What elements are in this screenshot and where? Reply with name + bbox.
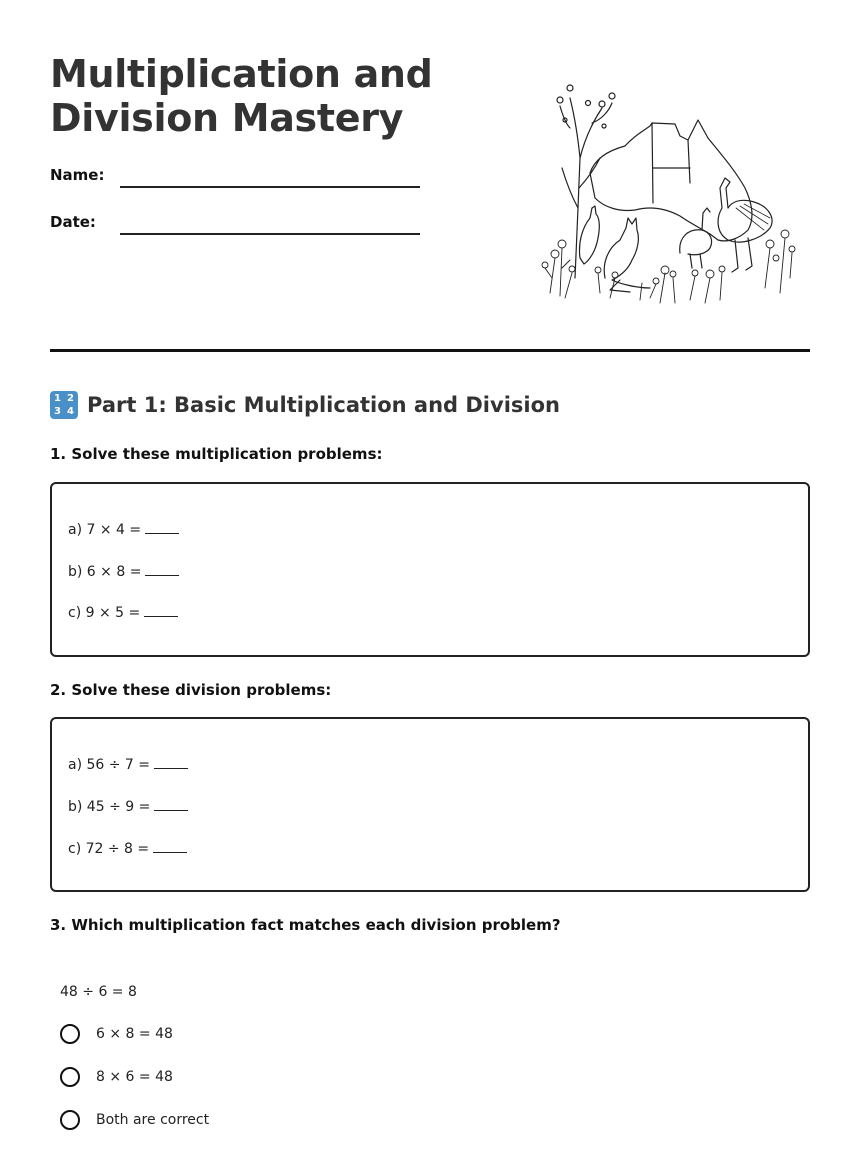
keycap-digit: 3 [54, 406, 61, 417]
answer-blank[interactable] [145, 521, 179, 534]
section-divider [50, 349, 810, 352]
question-1-label: 1. Solve these multiplication problems: [50, 445, 383, 463]
option-label: Both are correct [96, 1112, 210, 1128]
australia-wildlife-illustration [540, 78, 800, 308]
radio-button[interactable] [60, 1110, 80, 1130]
problem-text: c) 9 × 5 = [68, 605, 141, 621]
worksheet-title [50, 52, 470, 140]
answer-blank[interactable] [144, 604, 178, 617]
date-line[interactable] [120, 233, 420, 235]
option-label: 8 × 6 = 48 [96, 1069, 173, 1085]
title-line-1: Multiplication and [50, 52, 433, 96]
problem-1a [68, 521, 179, 538]
question-2-label: 2. Solve these division problems: [50, 681, 332, 699]
given-division-fact: 48 ÷ 6 = 8 [60, 984, 137, 1000]
problem-2a [68, 756, 188, 773]
question-1-box [50, 482, 810, 657]
name-label: Name: [50, 166, 105, 184]
option-3[interactable] [60, 1107, 209, 1133]
part1-title: Part 1: Basic Multiplication and Division [87, 393, 560, 417]
problem-text: b) 45 ÷ 9 = [68, 799, 151, 815]
part1-heading [50, 390, 560, 420]
problem-1c [68, 604, 178, 621]
title-line-2: Division Mastery [50, 96, 404, 140]
name-line[interactable] [120, 186, 420, 188]
keycap-digit: 2 [67, 393, 74, 404]
date-label: Date: [50, 213, 96, 231]
date-field[interactable] [50, 213, 420, 243]
answer-blank[interactable] [153, 840, 187, 853]
radio-button[interactable] [60, 1024, 80, 1044]
problem-text: a) 7 × 4 = [68, 522, 142, 538]
answer-blank[interactable] [145, 563, 179, 576]
numbers-keycap-icon [50, 391, 78, 419]
option-label: 6 × 8 = 48 [96, 1026, 173, 1042]
answer-blank[interactable] [154, 756, 188, 769]
problem-text: c) 72 ÷ 8 = [68, 841, 150, 857]
answer-blank[interactable] [154, 798, 188, 811]
problem-2b [68, 798, 188, 815]
radio-button[interactable] [60, 1067, 80, 1087]
option-2[interactable] [60, 1064, 173, 1090]
problem-2c [68, 840, 187, 857]
problem-text: b) 6 × 8 = [68, 564, 142, 580]
question-2-box [50, 717, 810, 892]
problem-text: a) 56 ÷ 7 = [68, 757, 151, 773]
option-1[interactable] [60, 1021, 173, 1047]
keycap-digit: 1 [54, 393, 61, 404]
keycap-digit: 4 [67, 406, 74, 417]
name-field[interactable] [50, 166, 420, 196]
question-3-label: 3. Which multiplication fact matches each division problem? [50, 916, 561, 934]
problem-1b [68, 563, 179, 580]
